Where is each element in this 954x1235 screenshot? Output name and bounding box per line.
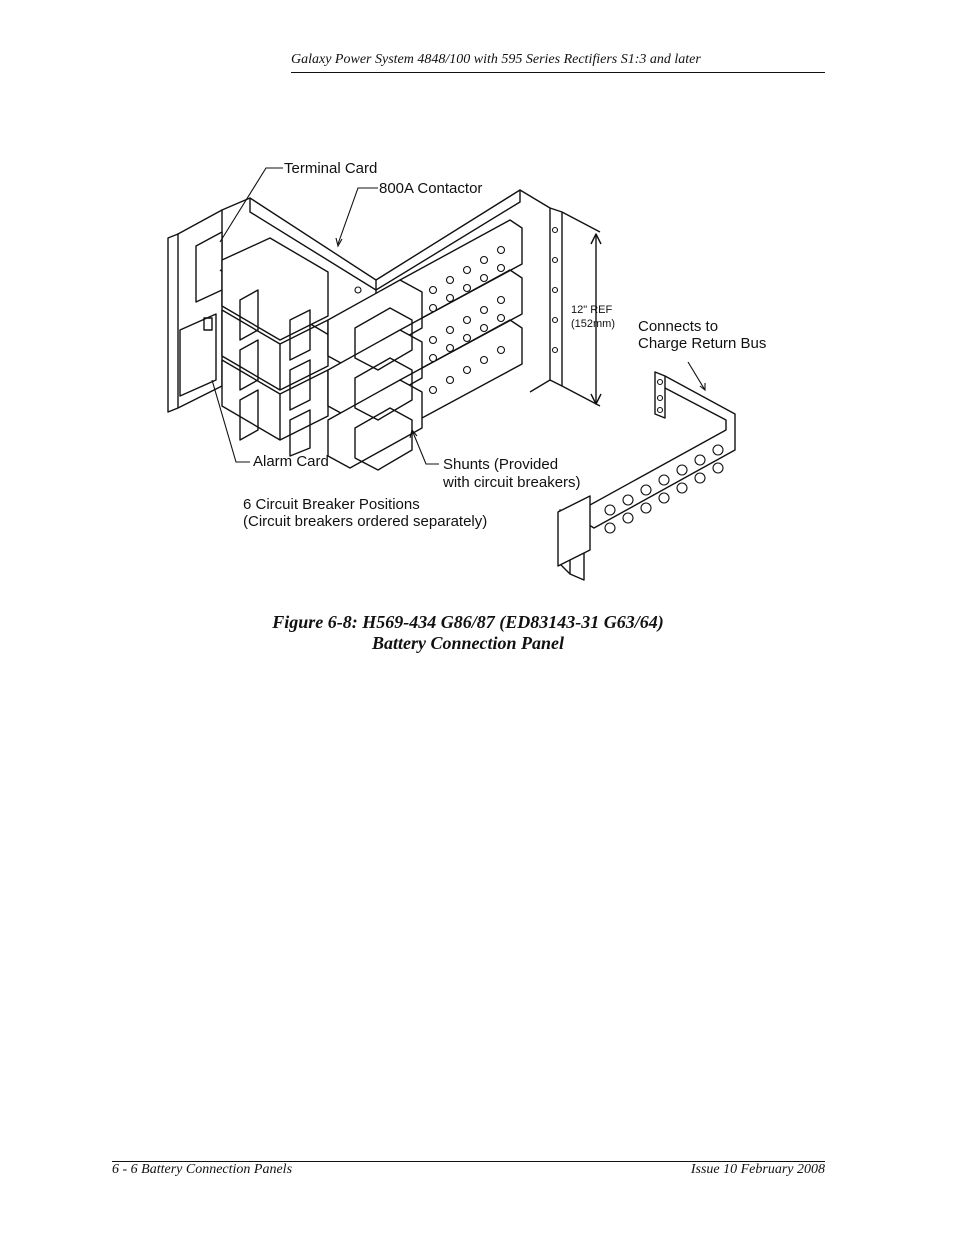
- battery-connection-panel-figure: [150, 150, 810, 605]
- caption-line-1: Figure 6-8: H569-434 G86/87 (ED83143-31 G63/64): [272, 612, 664, 632]
- figure-caption: [200, 612, 736, 654]
- label-breaker-positions: 6 Circuit Breaker Positions: [243, 496, 420, 513]
- label-dimension-ref: 12" REF: [571, 304, 613, 316]
- charge-return-bus-bracket: [558, 372, 735, 580]
- label-breakers-ordered: (Circuit breakers ordered separately): [243, 513, 488, 530]
- footer-issue-date: Issue 10 February 2008: [690, 1162, 825, 1177]
- running-header: Galaxy Power System 4848/100 with 595 Series Rectifiers S1:3 and later: [291, 52, 701, 67]
- label-terminal-card: Terminal Card: [284, 160, 378, 177]
- label-alarm-card: Alarm Card: [253, 453, 329, 470]
- panel-illustration: [150, 150, 810, 605]
- breaker-stack: [222, 238, 328, 456]
- label-connects-to: Connects to: [638, 318, 719, 335]
- label-shunts: Shunts (Provided: [443, 456, 559, 473]
- footer-page-label: 6 - 6 Battery Connection Panels: [112, 1162, 293, 1177]
- label-contactor: 800A Contactor: [379, 180, 483, 197]
- label-dimension-mm: (152mm): [571, 318, 616, 330]
- label-shunts-provided: with circuit breakers): [443, 474, 581, 491]
- caption-line-2: Battery Connection Panel: [371, 633, 564, 653]
- header-rule: [291, 72, 825, 73]
- label-charge-return-bus: Charge Return Bus: [638, 335, 767, 352]
